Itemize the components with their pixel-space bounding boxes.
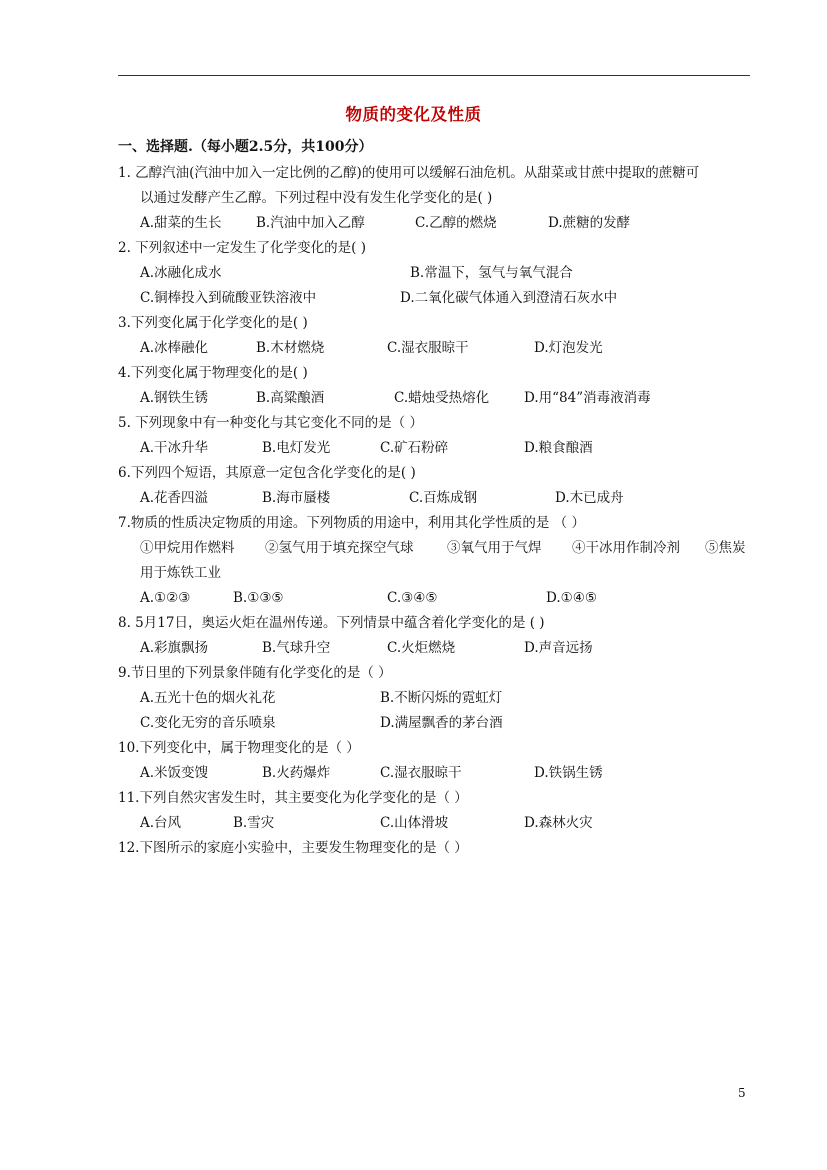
question-text: 以通过发酵产生乙醇。下列过程中没有发生化学变化的是( ) <box>140 190 493 206</box>
option-text: C.湿衣服晾干 <box>387 340 469 356</box>
option-text: D.灯泡发光 <box>534 340 603 356</box>
option-text: B.常温下，氢气与氧气混合 <box>410 265 573 281</box>
option-text: A.①②③ <box>140 590 191 606</box>
option-text: B.木材燃烧 <box>256 340 325 356</box>
question-text: 9.节日里的下列景象伴随有化学变化的是（ ） <box>118 665 392 681</box>
question-text: 3.下列变化属于化学变化的是( ) <box>118 315 308 331</box>
option-text: C.湿衣服晾干 <box>380 765 462 781</box>
option-text: D.二氧化碳气体通入到澄清石灰水中 <box>400 290 618 306</box>
option-text: A.冰融化成水 <box>140 265 222 281</box>
option-text: A.台风 <box>140 815 182 831</box>
page-title: 物质的变化及性质 <box>345 105 482 124</box>
option-text: C.变化无穷的音乐喷泉 <box>140 715 276 731</box>
option-text: B.火药爆炸 <box>262 765 331 781</box>
option-text: B.①③⑤ <box>233 590 284 606</box>
option-text: B.雪灾 <box>233 815 275 831</box>
question-text: 4.下列变化属于物理变化的是( ) <box>118 365 308 381</box>
option-text: C.乙醇的燃烧 <box>415 215 497 231</box>
option-text: B.不断闪烁的霓虹灯 <box>380 690 503 706</box>
option-text: D.用“84”消毒液消毒 <box>524 390 651 406</box>
option-text: D.粮食酿酒 <box>524 440 593 456</box>
option-text: ②氢气用于填充探空气球 <box>265 540 414 556</box>
option-text: D.蔗糖的发酵 <box>548 215 631 231</box>
question-text: 11.下列自然灾害发生时，其主要变化为化学变化的是（ ） <box>118 790 468 806</box>
option-text: A.干冰升华 <box>140 440 209 456</box>
option-text: D.①④⑤ <box>546 590 597 606</box>
question-text: 2. 下列叙述中一定发生了化学变化的是( ) <box>118 240 366 256</box>
option-text: A.钢铁生锈 <box>140 390 209 406</box>
option-text: B.高粱酿酒 <box>256 390 325 406</box>
option-text: D.森林火灾 <box>524 815 593 831</box>
section-heading: 一、选择题.（每小题2.5分，共100分） <box>118 139 373 155</box>
option-text: D.铁锅生锈 <box>534 765 603 781</box>
option-text: C.蜡烛受热熔化 <box>394 390 490 406</box>
option-text: A.五光十色的烟火礼花 <box>140 690 276 706</box>
question-text: 10.下列变化中，属于物理变化的是（ ） <box>118 740 360 756</box>
option-text: ③氧气用于气焊 <box>447 540 542 556</box>
option-text: A.米饭变馊 <box>140 765 209 781</box>
option-text: ⑤焦炭 <box>705 540 746 556</box>
option-text: C.百炼成钢 <box>409 490 478 506</box>
question-text: 用于炼铁工业 <box>140 565 221 581</box>
option-text: ①甲烷用作燃料 <box>140 540 235 556</box>
question-text: 6.下列四个短语，其原意一定包含化学变化的是( ) <box>118 465 416 481</box>
question-text: 1. 乙醇汽油(汽油中加入一定比例的乙醇)的使用可以缓解石油危机。从甜菜或甘蔗中提取的蔗糖可 <box>118 165 700 181</box>
question-text: 7.物质的性质决定物质的用途。下列物质的用途中，利用其化学性质的是 （ ） <box>118 515 585 531</box>
option-text: C.③④⑤ <box>387 590 438 606</box>
option-text: A.甜菜的生长 <box>140 215 222 231</box>
question-text: 8. 5月17日，奥运火炬在温州传递。下列情景中蕴含着化学变化的是 ( ) <box>118 615 545 631</box>
option-text: D.木已成舟 <box>555 490 624 506</box>
option-text: C.山体滑坡 <box>380 815 449 831</box>
option-text: ④干冰用作制冷剂 <box>572 540 680 556</box>
option-text: A.彩旗飘扬 <box>140 640 209 656</box>
option-text: B.汽油中加入乙醇 <box>256 215 365 231</box>
header-rule <box>118 75 750 76</box>
option-text: A.冰棒融化 <box>140 340 209 356</box>
option-text: B.电灯发光 <box>262 440 331 456</box>
option-text: B.海市蜃楼 <box>262 490 331 506</box>
option-text: C.铜棒投入到硫酸亚铁溶液中 <box>140 290 317 306</box>
option-text: A.花香四溢 <box>140 490 209 506</box>
option-text: D.声音远扬 <box>524 640 593 656</box>
option-text: B.气球升空 <box>262 640 331 656</box>
option-text: D.满屋飘香的茅台酒 <box>380 715 503 731</box>
option-text: C.火炬燃烧 <box>387 640 456 656</box>
question-text: 12.下图所示的家庭小实验中，主要发生物理变化的是（ ） <box>118 840 468 856</box>
option-text: C.矿石粉碎 <box>380 440 449 456</box>
page-number: 5 <box>738 1086 746 1100</box>
question-text: 5. 下列现象中有一种变化与其它变化不同的是（ ） <box>118 415 423 431</box>
